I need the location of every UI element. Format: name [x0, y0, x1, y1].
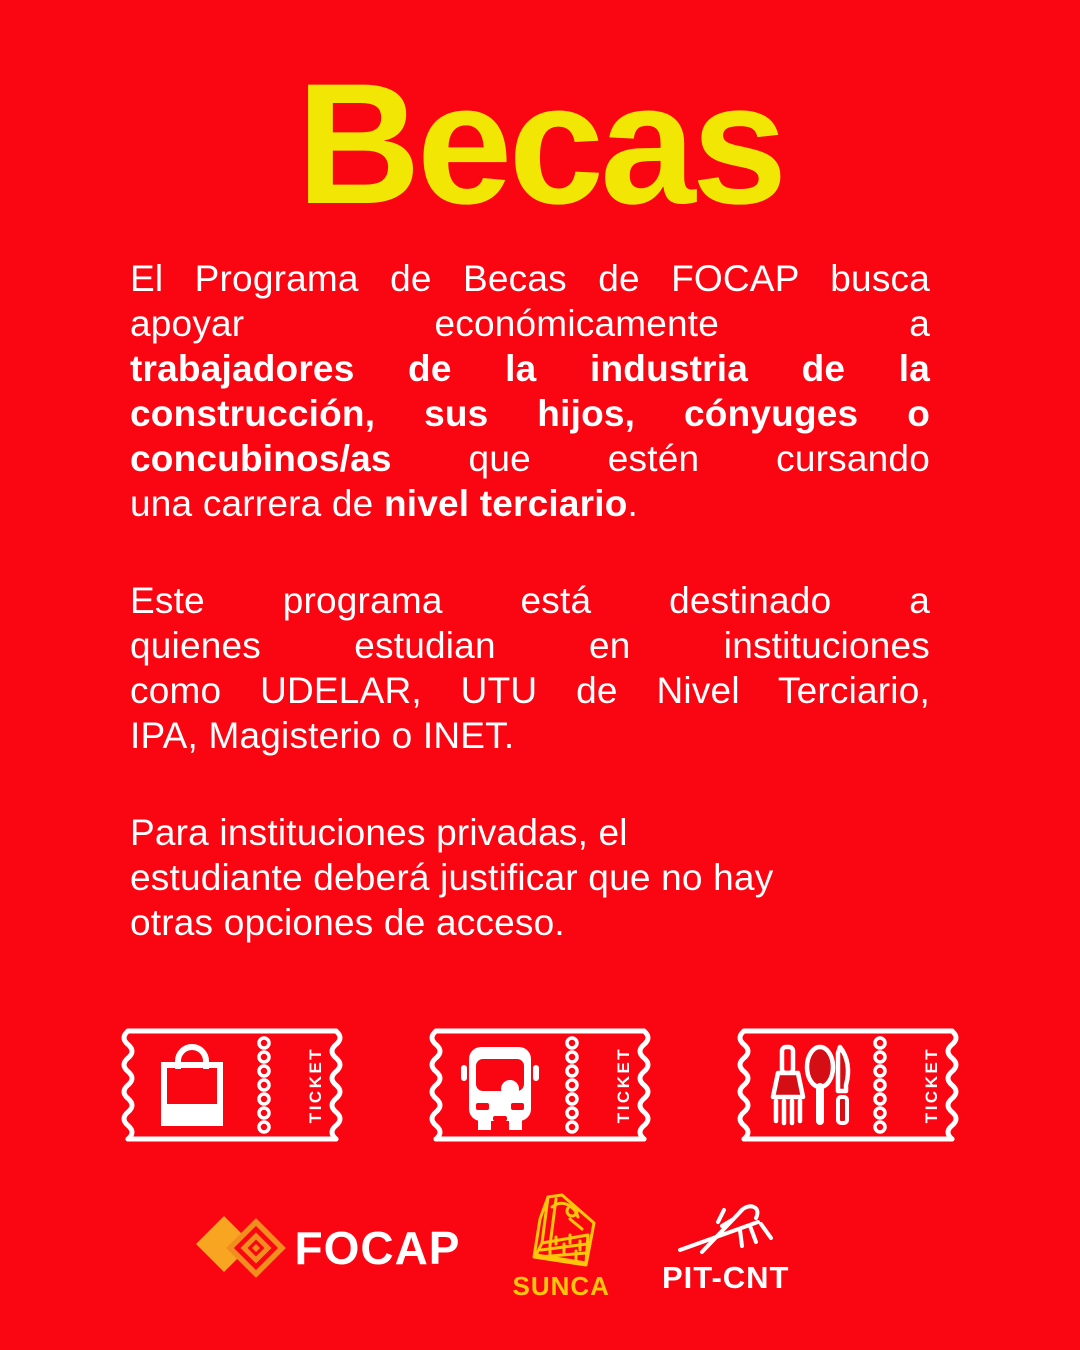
text-run-bold: concubinos/as — [130, 438, 392, 479]
text-line — [130, 256, 930, 301]
text-line — [130, 481, 930, 526]
text-run: El Programa de Becas de FOCAP busca — [130, 258, 930, 299]
ticket-card-shopping — [114, 1023, 350, 1147]
paragraph-program-intro — [130, 256, 930, 526]
text-line — [130, 346, 930, 391]
focap-logo — [194, 1212, 460, 1284]
text-line — [130, 578, 930, 623]
text-run: Este programa está destinado a — [130, 580, 930, 621]
focap-label: FOCAP — [294, 1221, 461, 1274]
text-line — [130, 623, 930, 668]
text-line — [130, 436, 930, 481]
pitcnt-label: PIT-CNT — [661, 1259, 790, 1295]
text-run-bold: trabajadores de la industria de la — [130, 348, 930, 389]
text-run: quienes estudian en instituciones — [130, 625, 930, 666]
text-line — [130, 855, 930, 900]
text-run: IPA, Magisterio o INET. — [130, 715, 515, 756]
text-run: como UDELAR, UTU de Nivel Terciario, — [130, 670, 930, 711]
text-line — [130, 301, 930, 346]
sunca-logo — [512, 1193, 609, 1302]
paragraph-institutions — [130, 578, 930, 758]
page-title: Becas — [296, 48, 784, 240]
text-line — [130, 668, 930, 713]
ticket-label: TICKET — [614, 1046, 633, 1124]
text-run: estudiante deberá justificar que no hay — [130, 857, 774, 898]
footer-logos-row — [0, 1193, 1032, 1302]
ticket-card-transport — [422, 1023, 658, 1147]
text-run: una carrera de — [130, 483, 384, 524]
text-line — [130, 900, 930, 945]
sunca-label: SUNCA — [512, 1271, 610, 1301]
text-run: que estén cursando — [391, 438, 930, 479]
text-run: . — [627, 483, 639, 524]
ticket-label: TICKET — [922, 1046, 941, 1124]
sunca-mason-icon — [522, 1193, 600, 1269]
pitcnt-figures-icon — [674, 1200, 778, 1256]
text-run: apoyar económicamente a — [130, 303, 930, 344]
ticket-card-food — [730, 1023, 966, 1147]
ticket-label: TICKET — [306, 1046, 325, 1124]
text-run-bold: nivel terciario — [383, 483, 628, 524]
pitcnt-logo — [662, 1200, 790, 1296]
benefit-tickets-row — [0, 1023, 1080, 1147]
text-run: otras opciones de acceso. — [130, 902, 565, 943]
text-run-bold: construcción, sus hijos, cónyuges o — [130, 393, 930, 434]
text-run: Para instituciones privadas, el — [130, 812, 628, 853]
text-line — [130, 391, 930, 436]
text-line — [130, 713, 930, 758]
text-line — [130, 810, 930, 855]
focap-diamonds-icon — [194, 1212, 286, 1284]
body-text — [130, 256, 930, 945]
paragraph-private-institutions — [130, 810, 930, 945]
